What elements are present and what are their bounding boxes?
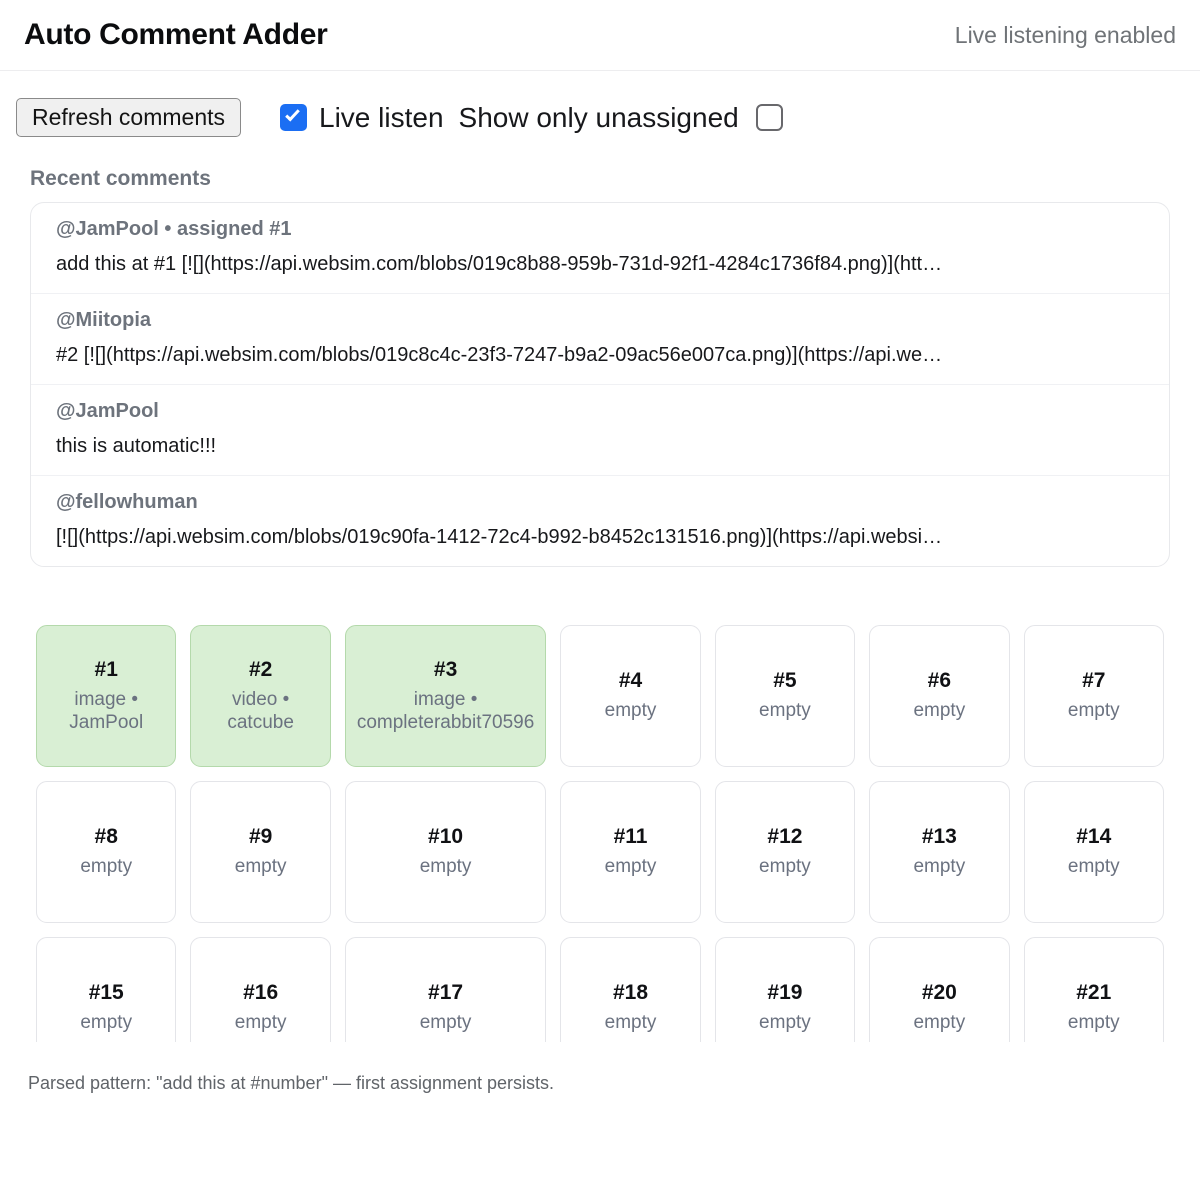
slot-number: #3: [433, 658, 458, 682]
slot-card: [345, 937, 546, 1042]
slot-meta: empty: [419, 1012, 472, 1034]
comment-item: [31, 475, 1169, 566]
slot-meta: empty: [759, 700, 811, 722]
slot-number: #7: [1082, 669, 1106, 693]
show-only-unassigned-checkbox[interactable]: [756, 104, 783, 131]
slot-number: #17: [428, 981, 464, 1005]
slot-meta: empty: [234, 1012, 287, 1034]
slot-card: [1024, 781, 1164, 923]
slot-card: [715, 937, 855, 1042]
slot-meta: empty: [759, 1012, 811, 1034]
slot-meta: empty: [234, 856, 287, 878]
slot-meta: empty: [1067, 700, 1120, 722]
slot-number: #12: [767, 825, 803, 849]
slot-meta: empty: [759, 856, 811, 878]
slot-number: #1: [94, 658, 118, 682]
slot-meta: empty: [80, 1012, 133, 1034]
comment-author: @JamPool: [56, 400, 159, 422]
comment-author: @Miitopia: [56, 309, 152, 331]
slot-card: [36, 781, 176, 923]
refresh-comments-button[interactable]: Refresh comments: [16, 98, 241, 137]
slot-meta: empty: [913, 1012, 966, 1034]
slot-number: #15: [88, 981, 124, 1005]
parsed-pattern-note: Parsed pattern: "add this at #number" — first assignment persists.: [28, 1073, 555, 1093]
comment-body: #2 [![](https://api.websim.com/blobs/019c8c4c-23f3-7247-b9a2-09ac56e007ca.png)](https://api.we…: [56, 344, 943, 366]
slot-card: [36, 625, 176, 767]
slot-card: [36, 937, 176, 1042]
slot-card: [190, 625, 330, 767]
slot-meta: image • completerabbit70596: [356, 689, 535, 733]
live-status-text: Live listening enabled: [954, 21, 1176, 48]
slot-number: #13: [921, 825, 957, 849]
slot-card: [869, 937, 1009, 1042]
comment-author: @JamPool • assigned #1: [56, 218, 292, 240]
slot-number: #20: [921, 981, 957, 1005]
slot-meta: empty: [604, 700, 657, 722]
comment-item: [31, 384, 1169, 475]
slot-meta: empty: [80, 856, 133, 878]
comment-item: [31, 293, 1169, 384]
slot-number: #10: [428, 825, 464, 849]
comment-body: add this at #1 [![](https://api.websim.com/blobs/019c8b88-959b-731d-92f1-4284c1736f84.png)](htt…: [56, 253, 943, 275]
checkmark-icon: [285, 106, 300, 121]
page-title: Auto Comment Adder: [24, 18, 328, 51]
slot-card: [190, 937, 330, 1042]
slots-grid: [36, 625, 1164, 1042]
slot-number: #14: [1076, 825, 1112, 849]
slot-card: [715, 625, 855, 767]
slot-card: [345, 781, 546, 923]
header: [0, 0, 1200, 71]
slot-meta: video • catcube: [227, 689, 294, 733]
slot-number: #19: [767, 981, 803, 1005]
slot-meta: empty: [913, 856, 966, 878]
slot-number: #4: [618, 669, 643, 693]
slot-number: #2: [248, 658, 273, 682]
slot-number: #9: [248, 825, 273, 849]
slot-number: #8: [94, 825, 118, 849]
slot-card: [560, 937, 700, 1042]
slot-number: #6: [927, 669, 952, 693]
slot-card: [345, 625, 546, 767]
slots-scroll-area[interactable]: [36, 625, 1164, 1042]
slot-card: [869, 781, 1009, 923]
comment-body: this is automatic!!!: [56, 435, 217, 457]
comment-body: [![](https://api.websim.com/blobs/019c90fa-1412-72c4-b992-b8452c131516.png)](https://api.websi…: [56, 526, 943, 548]
slot-card: [190, 781, 330, 923]
slot-card: [560, 781, 700, 923]
slot-meta: empty: [419, 856, 472, 878]
slot-number: #11: [613, 825, 648, 849]
slot-card: [1024, 625, 1164, 767]
slot-card: [869, 625, 1009, 767]
slot-card: [715, 781, 855, 923]
comments-list: [30, 202, 1170, 567]
slot-number: #18: [612, 981, 649, 1005]
slot-meta: empty: [1067, 856, 1120, 878]
slot-meta: empty: [1067, 1012, 1120, 1034]
slot-meta: empty: [913, 700, 966, 722]
slot-meta: empty: [604, 856, 657, 878]
slot-card: [1024, 937, 1164, 1042]
show-only-unassigned-label[interactable]: Show only unassigned: [458, 101, 739, 133]
comment-item: [31, 203, 1169, 293]
slot-number: #21: [1076, 981, 1112, 1005]
slot-meta: empty: [604, 1012, 657, 1034]
comment-author: @fellowhuman: [56, 491, 198, 513]
slot-card: [560, 625, 700, 767]
slot-meta: image • JamPool: [69, 689, 144, 733]
recent-comments-heading: Recent comments: [30, 167, 211, 190]
live-listen-checkbox[interactable]: [280, 104, 307, 131]
live-listen-label[interactable]: Live listen: [319, 101, 444, 133]
slot-number: #5: [773, 669, 797, 693]
slot-number: #16: [243, 981, 279, 1005]
toolbar: [16, 98, 1184, 137]
